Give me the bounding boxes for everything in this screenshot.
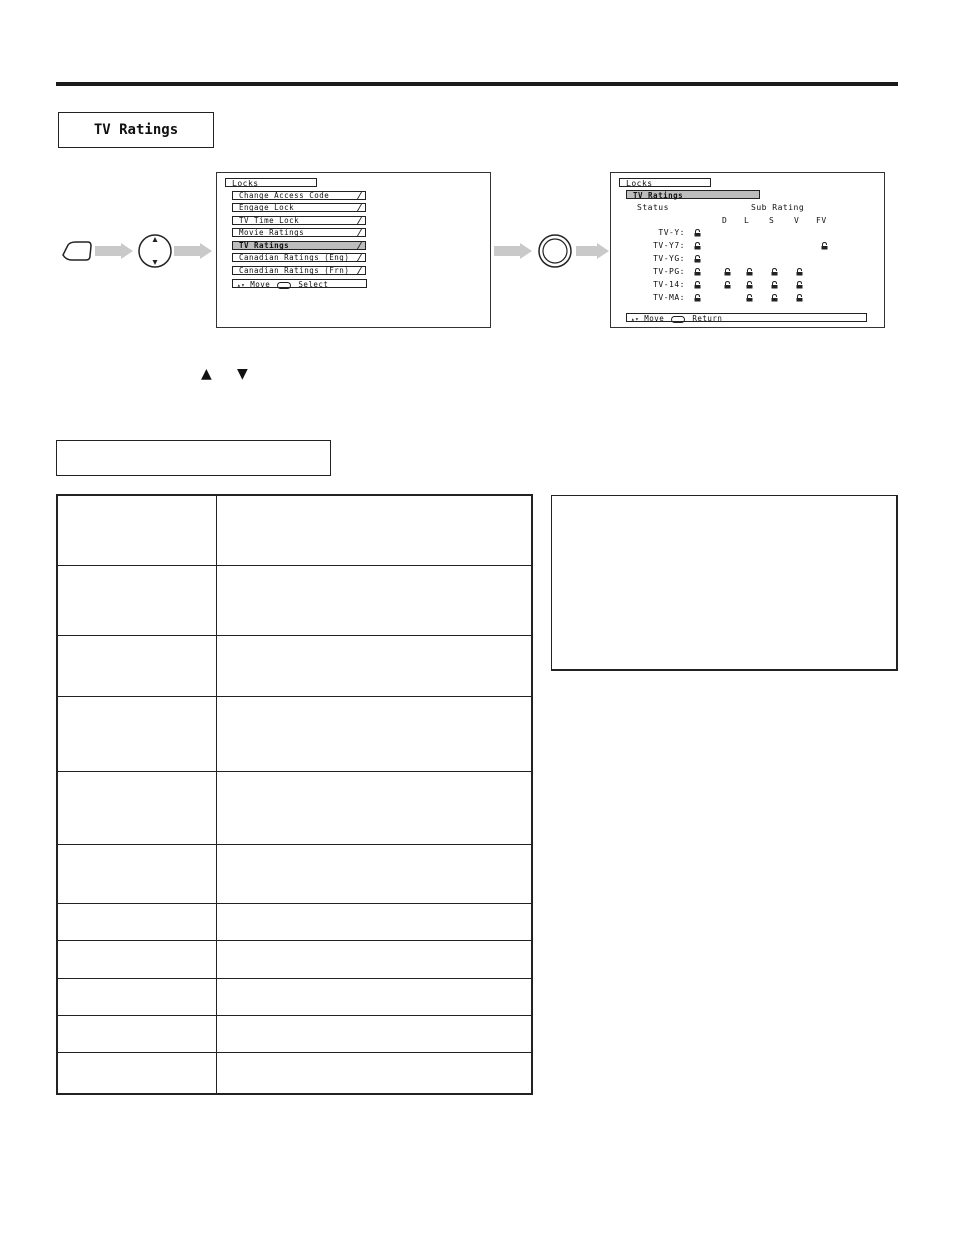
subsection-title-box bbox=[56, 440, 331, 476]
description-cell bbox=[217, 495, 533, 565]
sub-rating-lock-icon[interactable] bbox=[746, 281, 753, 289]
menu-item[interactable]: Canadian Ratings (Eng) bbox=[232, 253, 366, 262]
menu-item[interactable]: TV Time Lock bbox=[232, 216, 366, 225]
ratings-header-label: Locks bbox=[626, 179, 653, 188]
menu-item[interactable]: Engage Lock bbox=[232, 203, 366, 212]
rating-cell bbox=[57, 844, 217, 903]
rating-row-label: TV-Y: bbox=[658, 228, 685, 237]
flow-arrow bbox=[95, 246, 121, 256]
rating-row-label: TV-Y7: bbox=[653, 241, 685, 250]
table-row bbox=[57, 696, 532, 771]
sub-rating-label: Sub Rating bbox=[751, 203, 805, 212]
status-lock-icon[interactable] bbox=[694, 281, 701, 289]
description-cell bbox=[217, 1052, 533, 1094]
description-cell bbox=[217, 978, 533, 1015]
status-lock-icon[interactable] bbox=[694, 294, 701, 302]
select-button-icon bbox=[537, 233, 573, 269]
hint-select-label: Select bbox=[298, 280, 329, 289]
sub-rating-lock-icon[interactable] bbox=[796, 268, 803, 276]
table-row bbox=[57, 940, 532, 978]
description-cell bbox=[217, 844, 533, 903]
sub-rating-lock-icon[interactable] bbox=[771, 294, 778, 302]
table-row bbox=[57, 903, 532, 940]
status-lock-icon[interactable] bbox=[694, 229, 701, 237]
status-lock-icon[interactable] bbox=[694, 268, 701, 276]
up-arrow-icon: ▲ bbox=[201, 366, 212, 382]
sub-rating-lock-icon[interactable] bbox=[746, 294, 753, 302]
section-title: TV Ratings bbox=[58, 112, 214, 148]
sub-rating-lock-icon[interactable] bbox=[771, 268, 778, 276]
table-row bbox=[57, 1052, 532, 1094]
table-row bbox=[57, 844, 532, 903]
ratings-definition-table bbox=[56, 494, 533, 1095]
hint-move-label: Move bbox=[250, 280, 271, 289]
rating-cell bbox=[57, 635, 217, 696]
rating-cell bbox=[57, 1015, 217, 1052]
menu-button-icon bbox=[60, 240, 94, 264]
select-button-icon bbox=[671, 316, 685, 323]
select-button-icon bbox=[277, 282, 291, 289]
menu-item[interactable]: Canadian Ratings (Frn) bbox=[232, 266, 366, 275]
ratings-submenu bbox=[626, 190, 760, 199]
rating-column-label: L bbox=[744, 216, 750, 225]
rating-row-label: TV-MA: bbox=[653, 293, 685, 302]
flow-arrow-head bbox=[200, 243, 212, 259]
table-row bbox=[57, 771, 532, 844]
rating-cell bbox=[57, 696, 217, 771]
flow-arrow-head bbox=[597, 243, 609, 259]
description-cell bbox=[217, 1015, 533, 1052]
submenu-label: TV Ratings bbox=[633, 191, 684, 200]
ratings-hint-bar: ▴▾ Move Return bbox=[626, 313, 867, 322]
note-box bbox=[551, 495, 898, 671]
flow-arrow-head bbox=[520, 243, 532, 259]
table-row bbox=[57, 1015, 532, 1052]
flow-arrow bbox=[494, 246, 520, 256]
sub-rating-lock-icon[interactable] bbox=[724, 268, 731, 276]
rating-column-label: V bbox=[794, 216, 800, 225]
sub-rating-lock-icon[interactable] bbox=[771, 281, 778, 289]
rating-cell bbox=[57, 978, 217, 1015]
rating-cell bbox=[57, 1052, 217, 1094]
tv-ratings-screen bbox=[610, 172, 885, 328]
hint-move-label: Move bbox=[644, 314, 665, 323]
rating-row-label: TV-PG: bbox=[653, 267, 685, 276]
rating-row-label: TV-14: bbox=[653, 280, 685, 289]
sub-rating-lock-icon[interactable] bbox=[796, 281, 803, 289]
ratings-header bbox=[619, 178, 711, 187]
flow-arrow bbox=[174, 246, 200, 256]
menu-item[interactable]: Change Access Code bbox=[232, 191, 366, 200]
rating-column-label: S bbox=[769, 216, 775, 225]
sub-rating-lock-icon[interactable] bbox=[796, 294, 803, 302]
rating-cell bbox=[57, 565, 217, 635]
table-row bbox=[57, 635, 532, 696]
rating-cell bbox=[57, 940, 217, 978]
rating-cell bbox=[57, 903, 217, 940]
menu-header bbox=[225, 178, 317, 187]
rating-column-label: D bbox=[722, 216, 728, 225]
menu-hint-bar: ▴▾ Move Select bbox=[232, 279, 367, 288]
flow-arrow-head bbox=[121, 243, 133, 259]
status-lock-icon[interactable] bbox=[694, 242, 701, 250]
description-cell bbox=[217, 696, 533, 771]
down-arrow-icon: ▼ bbox=[237, 366, 248, 382]
table-row bbox=[57, 495, 532, 565]
locks-menu-screen bbox=[216, 172, 491, 328]
status-lock-icon[interactable] bbox=[694, 255, 701, 263]
menu-item[interactable]: TV Ratings bbox=[232, 241, 366, 250]
menu-item[interactable]: Movie Ratings bbox=[232, 228, 366, 237]
description-cell bbox=[217, 635, 533, 696]
rating-row-label: TV-YG: bbox=[653, 254, 685, 263]
description-cell bbox=[217, 565, 533, 635]
cursor-pad-icon bbox=[137, 233, 173, 269]
rating-cell bbox=[57, 495, 217, 565]
hint-return-label: Return bbox=[692, 314, 723, 323]
flow-arrow bbox=[576, 246, 598, 256]
top-rule bbox=[56, 82, 898, 86]
description-cell bbox=[217, 940, 533, 978]
rating-cell bbox=[57, 771, 217, 844]
sub-rating-lock-icon[interactable] bbox=[821, 242, 828, 250]
sub-rating-lock-icon[interactable] bbox=[724, 281, 731, 289]
description-cell bbox=[217, 903, 533, 940]
table-row bbox=[57, 978, 532, 1015]
sub-rating-lock-icon[interactable] bbox=[746, 268, 753, 276]
description-cell bbox=[217, 771, 533, 844]
rating-column-label: FV bbox=[816, 216, 827, 225]
table-row bbox=[57, 565, 532, 635]
status-label: Status bbox=[637, 203, 669, 212]
menu-header-label: Locks bbox=[232, 179, 259, 188]
